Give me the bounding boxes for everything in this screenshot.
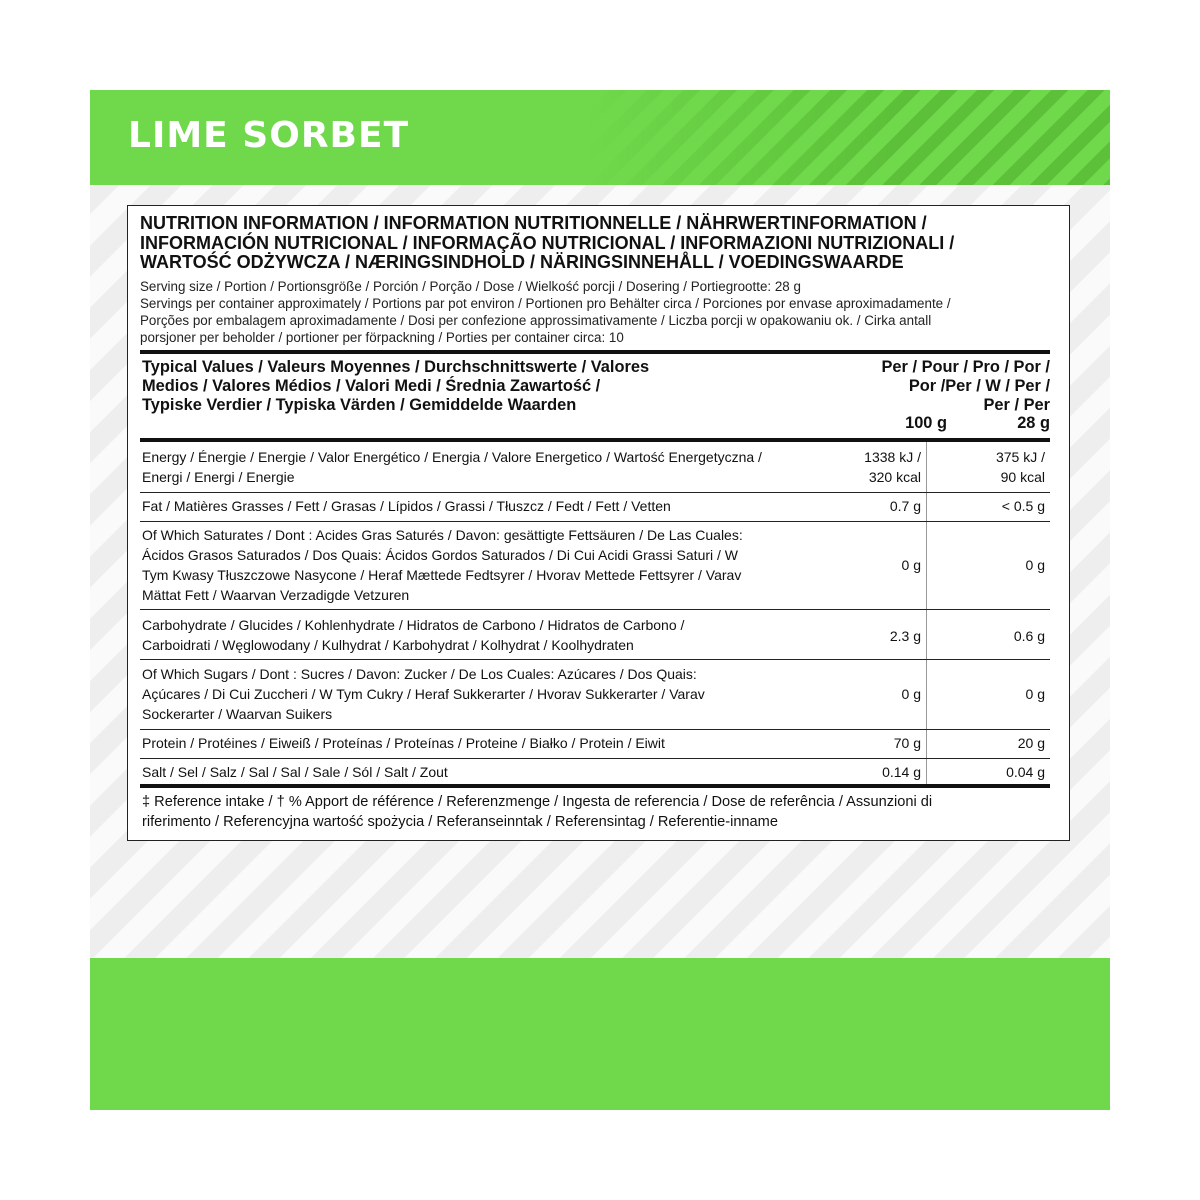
row-label-line: Açúcares / Di Cui Zuccheri / W Tym Cukry / Heraf Sukkerarter / Hvorav Sukkerarter / Varav bbox=[142, 686, 705, 702]
value-line: 0.14 g bbox=[882, 764, 921, 780]
row-label-line: Ácidos Grasos Saturados / Dos Quais: Ácidos Gordos Saturados / Di Cui Acidi Grassi Saturi / W bbox=[142, 547, 739, 563]
row-rule bbox=[140, 758, 1050, 759]
nutrition-label bbox=[127, 205, 1070, 841]
heading-line: NUTRITION INFORMATION / INFORMATION NUTRITIONNELLE / NÄHRWERTINFORMATION / bbox=[140, 213, 927, 233]
row-value-28g bbox=[948, 762, 1045, 782]
header-line: Typical Values / Valeurs Moyennes / Durchschnittswerte / Valores bbox=[142, 358, 650, 376]
row-value-28g bbox=[948, 496, 1045, 516]
serving-line: Porções por embalagem aproximadamente / Dosi per confezione approssimativamente / Liczba porcji w opakowaniu ok. / Cirka antall bbox=[140, 313, 932, 328]
value-line: 375 kJ / bbox=[995, 449, 1045, 465]
row-label-line: Fat / Matières Grasses / Fett / Grasas / Lípidos / Grassi / Tłuszcz / Fedt / Fett / Vetten bbox=[142, 498, 671, 514]
row-value-28g bbox=[948, 626, 1045, 646]
row-value-100g bbox=[818, 762, 921, 782]
table-top-rule bbox=[140, 350, 1050, 354]
row-label-line: Carboidrati / Węglowodany / Kulhydrat / Karbohydrat / Kolhydrat / Koolhydraten bbox=[142, 637, 634, 653]
row-label-energy bbox=[142, 447, 912, 487]
value-line: 70 g bbox=[893, 735, 921, 751]
row-label-sugars bbox=[142, 664, 912, 724]
per-header bbox=[818, 358, 1050, 415]
header-stripes bbox=[590, 90, 1110, 185]
serving-line: porsjoner per beholder / portioner per förpackning / Porties per container circa: 10 bbox=[140, 330, 624, 345]
header-line: Typiske Verdier / Typiska Värden / Gemiddelde Waarden bbox=[142, 396, 577, 414]
row-rule bbox=[140, 659, 1050, 660]
row-value-100g bbox=[818, 447, 921, 487]
table-bottom-rule bbox=[140, 784, 1050, 788]
heading-line: INFORMACIÓN NUTRICIONAL / INFORMAÇÃO NUTRICIONAL / INFORMAZIONI NUTRIZIONALI / bbox=[140, 232, 955, 253]
row-value-100g bbox=[818, 496, 921, 516]
value-line: 320 kcal bbox=[868, 469, 921, 485]
row-rule bbox=[140, 521, 1050, 522]
value-line: 0.04 g bbox=[1006, 764, 1045, 780]
header-bottom-rule bbox=[140, 438, 1050, 442]
col2-amount: 28 g bbox=[1017, 414, 1050, 432]
row-rule bbox=[140, 609, 1050, 610]
row-label-line: Of Which Saturates / Dont : Acides Gras Saturés / Davon: gesättigte Fettsäuren / De Las Cuales: bbox=[142, 527, 743, 543]
row-label-line: Mättat Fett / Waarvan Verzadigde Vetzuren bbox=[142, 587, 410, 603]
row-label-line: Of Which Sugars / Dont : Sucres / Davon: Zucker / De Los Cuales: Azúcares / Dos Quais: bbox=[142, 666, 697, 682]
row-value-28g bbox=[948, 684, 1045, 704]
value-line: < 0.5 g bbox=[1001, 498, 1045, 514]
heading-line: WARTOŚĆ ODŻYWCZA / NÆRINGSINDHOLD / NÄRINGSINNEHÅLL / VOEDINGSWAARDE bbox=[140, 252, 904, 272]
value-line: 0.7 g bbox=[889, 498, 921, 514]
serving-line: Servings per container approximately / Portions par pot environ / Portionen pro Behälter circa / Porciones por envase aproximadamente / bbox=[140, 296, 951, 311]
header-line: Por /Per / W / Per / bbox=[908, 377, 1050, 395]
row-label-line: Salt / Sel / Salz / Sal / Sal / Sale / Sól / Salt / Zout bbox=[142, 764, 448, 780]
product-title: LIME SORBET bbox=[128, 115, 410, 156]
value-line: 0 g bbox=[1025, 557, 1045, 573]
typical-values-header bbox=[142, 358, 802, 415]
row-value-28g bbox=[948, 555, 1045, 575]
row-label-line: Energy / Énergie / Energie / Valor Energético / Energia / Valore Energetico / Wartość Energetyczna / bbox=[142, 449, 762, 465]
value-line: 0 g bbox=[1025, 686, 1045, 702]
row-label-salt bbox=[142, 762, 912, 782]
value-line: 2.3 g bbox=[889, 628, 921, 644]
row-label-fat bbox=[142, 496, 912, 516]
row-label-saturates bbox=[142, 525, 912, 605]
value-line: 20 g bbox=[1017, 735, 1045, 751]
value-line: 90 kcal bbox=[1000, 469, 1045, 485]
value-line: 0.6 g bbox=[1013, 628, 1045, 644]
col1-amount: 100 g bbox=[905, 414, 947, 432]
footnote bbox=[142, 792, 1052, 832]
header-line: Medios / Valores Médios / Valori Medi / Średnia Zawartość / bbox=[142, 377, 601, 395]
value-line: 0 g bbox=[901, 686, 921, 702]
row-label-line: Tym Kwasy Tłuszczowe Nasycone / Heraf Mættede Fedtsyrer / Hvorav Mettede Fettsyrer / Varav bbox=[142, 567, 742, 583]
footer-band bbox=[90, 958, 1110, 1110]
row-value-28g bbox=[948, 447, 1045, 487]
nutrition-heading bbox=[140, 214, 1060, 273]
footnote-line: riferimento / Referencyjna wartość spożycia / Referanseinntak / Referensintag / Referentie-inname bbox=[142, 814, 778, 830]
row-label-line: Energi / Energi / Energie bbox=[142, 469, 295, 485]
row-rule bbox=[140, 492, 1050, 493]
row-value-100g bbox=[818, 626, 921, 646]
serving-line: Serving size / Portion / Portionsgröße / Porción / Porção / Dose / Wielkość porcji / Dosering / Portiegrootte: 28 g bbox=[140, 279, 801, 294]
header-line: Per / Pour / Pro / Por / bbox=[881, 358, 1050, 376]
row-label-carbohydrate bbox=[142, 615, 912, 655]
row-label-line: Carbohydrate / Glucides / Kohlenhydrate / Hidratos de Carbono / Hidratos de Carbono / bbox=[142, 617, 685, 633]
row-value-100g bbox=[818, 733, 921, 753]
serving-info bbox=[140, 278, 1060, 346]
column-divider bbox=[926, 442, 927, 785]
value-line: 0 g bbox=[901, 557, 921, 573]
row-value-100g bbox=[818, 684, 921, 704]
row-label-line: Protein / Protéines / Eiweiß / Proteínas / Proteínas / Proteine / Białko / Protein / Eiwit bbox=[142, 735, 665, 751]
row-value-28g bbox=[948, 733, 1045, 753]
header-line: Per / Per bbox=[983, 396, 1050, 414]
footnote-line: ‡ Reference intake / † % Apport de référence / Referenzmenge / Ingesta de referencia / Dose de referência / Assunzioni di bbox=[142, 794, 933, 810]
row-value-100g bbox=[818, 555, 921, 575]
row-rule bbox=[140, 729, 1050, 730]
value-line: 1338 kJ / bbox=[864, 449, 921, 465]
row-label-line: Sockerarter / Waarvan Suikers bbox=[142, 706, 333, 722]
row-label-protein bbox=[142, 733, 912, 753]
